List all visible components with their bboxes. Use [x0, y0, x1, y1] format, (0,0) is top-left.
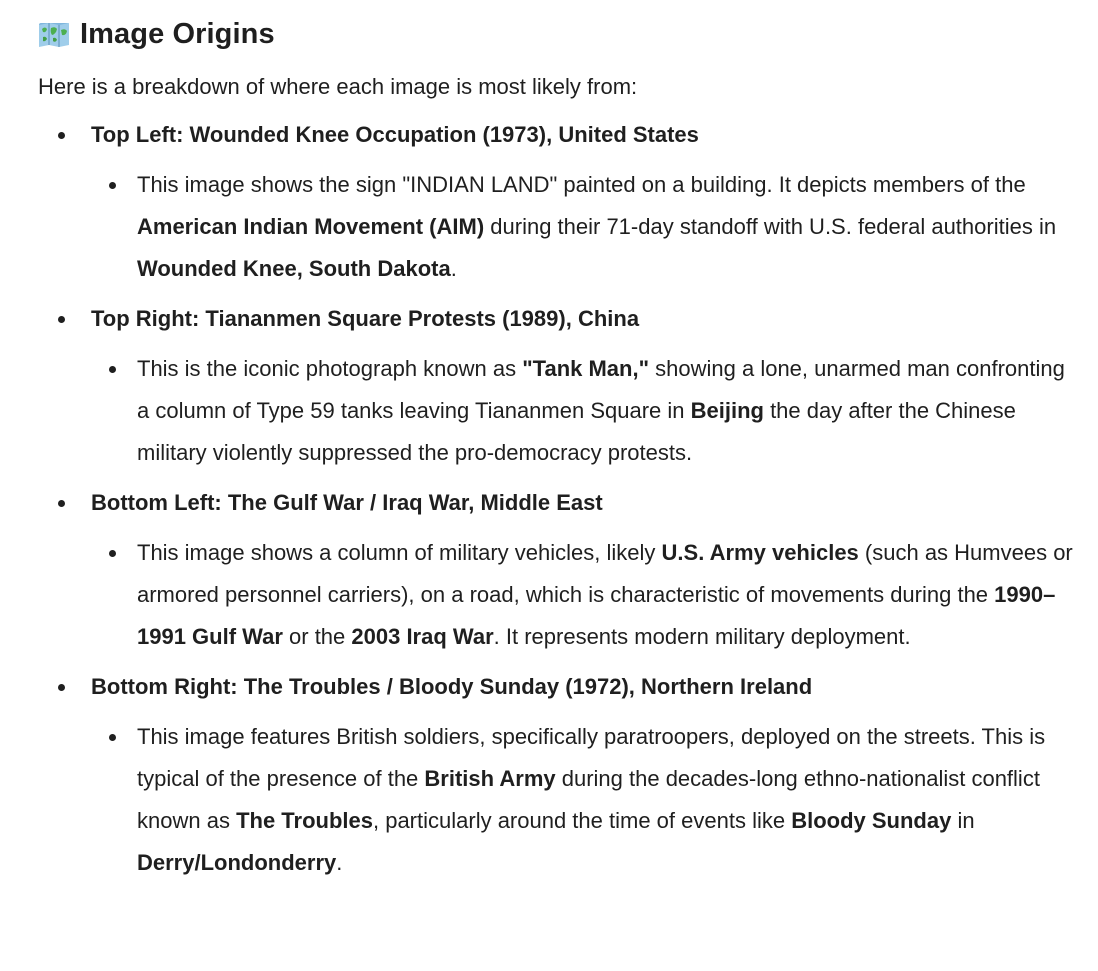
world-map-icon — [38, 20, 70, 48]
detail-text: or the — [282, 624, 352, 649]
sub-list — [91, 164, 1078, 290]
detail-text: the day after the Chinese military violently suppressed the pro-democracy protests. — [137, 398, 1016, 465]
detail-text: This is the iconic photograph known as — [137, 356, 523, 381]
detail-text: This image shows a column of military vehicles, likely — [137, 540, 662, 565]
detail-bold: Derry/Londonderry — [137, 850, 337, 875]
detail-text: in — [951, 808, 975, 833]
list-item — [38, 114, 1078, 290]
detail-text: This image features British soldiers, specifically paratroopers, deployed on the streets. This is typical of the presence of the — [137, 724, 1046, 791]
sub-list — [91, 532, 1078, 658]
detail-bold: The Troubles — [236, 808, 373, 833]
origins-list — [38, 114, 1078, 884]
detail-bold: Bloody Sunday — [791, 808, 952, 833]
detail-bold: "Tank Man," — [522, 356, 650, 381]
list-item-detail — [91, 348, 1078, 474]
detail-text: during the decades-long ethno-nationalist conflict known as — [137, 766, 1040, 833]
section-heading — [38, 14, 1078, 54]
detail-bold: Wounded Knee, South Dakota — [137, 256, 451, 281]
sub-list — [91, 716, 1078, 884]
item-title: Top Right: Tiananmen Square Protests (1989), China — [91, 306, 640, 331]
detail-bold: Beijing — [690, 398, 764, 423]
detail-text: . It represents modern military deployment. — [493, 624, 911, 649]
detail-text: , particularly around the time of events like — [372, 808, 792, 833]
heading-title: Image Origins — [80, 17, 275, 50]
detail-text: This image shows the sign "INDIAN LAND" painted on a building. It depicts members of the — [137, 172, 1026, 197]
list-item — [38, 666, 1078, 884]
item-title: Top Left: Wounded Knee Occupation (1973), United States — [91, 122, 699, 147]
detail-bold: 2003 Iraq War — [351, 624, 494, 649]
intro-text: Here is a breakdown of where each image is most likely from: — [38, 74, 638, 99]
item-title: Bottom Right: The Troubles / Bloody Sunday (1972), Northern Ireland — [91, 674, 813, 699]
detail-text: . — [336, 850, 343, 875]
detail-text: . — [450, 256, 457, 281]
detail-bold: U.S. Army vehicles — [661, 540, 859, 565]
list-item — [38, 298, 1078, 474]
list-item-detail — [91, 164, 1078, 290]
detail-text: showing a lone, unarmed man confronting a column of Type 59 tanks leaving Tiananmen Square in — [137, 356, 1065, 423]
detail-bold: American Indian Movement (AIM) — [137, 214, 485, 239]
list-item-detail — [91, 716, 1078, 884]
list-item-detail — [91, 532, 1078, 658]
detail-text: (such as Humvees or armored personnel carriers), on a road, which is characteristic of movements during the — [137, 540, 1073, 607]
sub-list — [91, 348, 1078, 474]
item-title: Bottom Left: The Gulf War / Iraq War, Middle East — [91, 490, 603, 515]
detail-bold: 1990–1991 Gulf War — [137, 582, 1056, 649]
detail-bold: British Army — [424, 766, 556, 791]
detail-text: during their 71-day standoff with U.S. federal authorities in — [484, 214, 1057, 239]
list-item — [38, 482, 1078, 658]
